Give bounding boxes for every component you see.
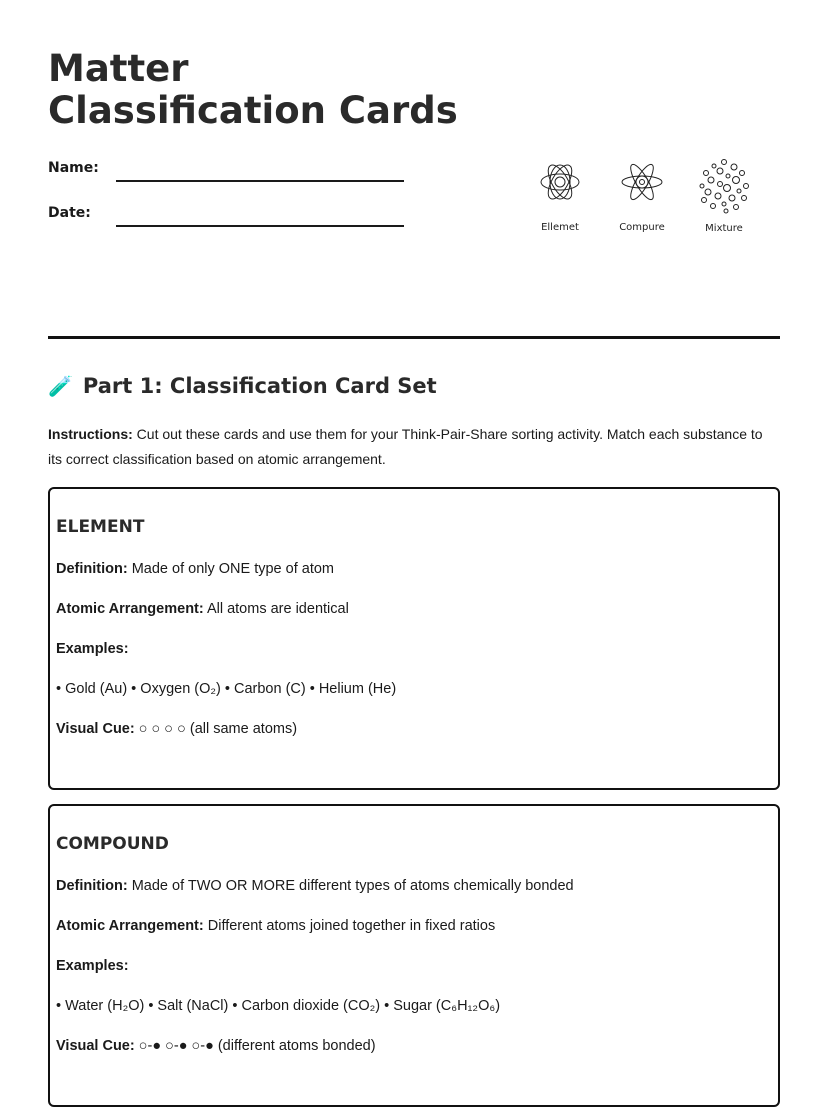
examples-label: Examples: — [56, 958, 129, 974]
compound-card — [48, 804, 780, 1107]
card-visual-cue — [56, 721, 297, 737]
mixture-icon-caption: Mixture — [705, 223, 743, 234]
section-heading — [48, 374, 437, 398]
card-definition — [56, 878, 574, 894]
arrangement-label: Atomic Arrangement: — [56, 601, 204, 617]
definition-label: Definition: — [56, 561, 128, 577]
compound-icon-group — [607, 156, 677, 233]
instructions-text: Cut out these cards and use them for your Think-Pair-Share sorting activity. Match each substance to its correct classification based on atomic arrangement. — [48, 426, 763, 467]
card-examples: • Water (H₂O) • Salt (NaCl) • Carbon dioxide (CO₂) • Sugar (C₆H₁₂O₆) — [56, 998, 501, 1014]
element-atom-icon — [538, 156, 582, 208]
arrangement-text: All atoms are identical — [203, 601, 349, 617]
card-examples-label — [56, 958, 129, 974]
definition-text: Made of TWO OR MORE different types of atoms chemically bonded — [127, 878, 574, 894]
card-arrangement — [56, 601, 349, 617]
section-divider — [48, 336, 780, 339]
arrangement-label: Atomic Arrangement: — [56, 918, 204, 934]
mixture-particles-icon — [696, 156, 752, 216]
card-definition — [56, 561, 334, 577]
visual-text: ○ ○ ○ ○ (all same atoms) — [134, 721, 298, 737]
element-icon-group — [525, 156, 595, 233]
compound-icon-caption: Compure — [619, 222, 665, 233]
page-title: Matter Classification Cards — [48, 47, 458, 132]
instructions — [48, 422, 778, 472]
instructions-label: Instructions: — [48, 426, 133, 442]
card-examples-label — [56, 641, 129, 657]
name-field[interactable] — [116, 180, 404, 182]
definition-label: Definition: — [56, 878, 128, 894]
date-field[interactable] — [116, 225, 404, 227]
compound-atom-icon — [620, 156, 664, 208]
definition-text: Made of only ONE type of atom — [127, 561, 335, 577]
section-heading-text: Part 1: Classification Card Set — [82, 374, 437, 398]
card-examples: • Gold (Au) • Oxygen (O₂) • Carbon (C) • Helium (He) — [56, 681, 397, 697]
test-tube-icon: 🧪 — [48, 374, 73, 398]
card-title: ELEMENT — [56, 517, 145, 537]
card-title: COMPOUND — [56, 834, 169, 854]
arrangement-text: Different atoms joined together in fixed ratios — [203, 918, 496, 934]
element-icon-caption: Ellemet — [541, 222, 579, 233]
visual-label: Visual Cue: — [56, 721, 135, 737]
examples-label: Examples: — [56, 641, 129, 657]
visual-text: ○-● ○-● ○-● (different atoms bonded) — [134, 1038, 376, 1054]
name-label: Name: — [48, 160, 99, 176]
card-arrangement — [56, 918, 495, 934]
date-label: Date: — [48, 205, 91, 221]
element-card — [48, 487, 780, 790]
visual-label: Visual Cue: — [56, 1038, 135, 1054]
mixture-icon-group — [689, 156, 759, 234]
card-visual-cue — [56, 1038, 376, 1054]
